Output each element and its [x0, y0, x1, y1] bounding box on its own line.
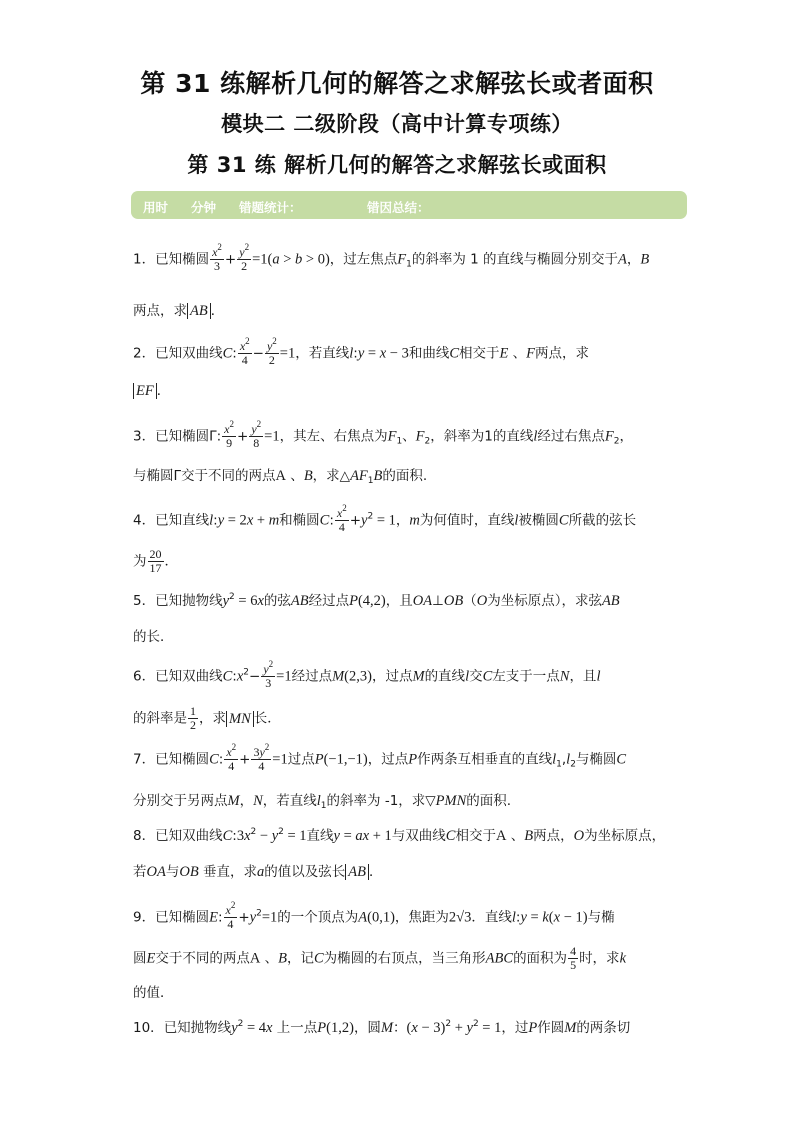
problem-4-line-2: 为 $\frac{20}{17}$ ． — [133, 547, 178, 575]
problem-9-line-3: 的值． — [133, 985, 174, 1001]
problem-number: 1． — [133, 251, 156, 268]
section-title: 第 31 练 解析几何的解答之求解弦长或面积 — [187, 153, 607, 177]
document-title: 第 31 练解析几何的解答之求解弦长或者面积 — [140, 69, 654, 98]
time-label: 用时 — [143, 201, 169, 215]
error-cause-label: 错因总结： — [367, 201, 430, 215]
problem-4-line-1: 4．已知直线l:y = 2x + m和椭圆C: $\frac{x^2}{4}$ $+y^2 = 1$，m为何值时，直线l被椭圆C所截的弦长 — [133, 503, 637, 534]
problem-6-line-2: 的斜率是 $\frac{1}{2}$ ，求 MN 长． — [133, 704, 281, 732]
problem-9-line-1: 9．已知椭圆E: $\frac{x^2}{4}$ $+y^2=1$的一个顶点为A(0,1)，焦距为2√3．直线l:y = k(x − 1)与椭 — [133, 900, 615, 931]
stats-header-bar — [131, 191, 687, 219]
problem-8-line-2: 若OA与OB 垂直，求a的值以及弦长 AB ． — [133, 864, 383, 880]
error-count-label: 错题统计： — [239, 201, 302, 215]
problem-7-line-2: 分别交于另两点M，N，若直线$l_1$的斜率为 -1，求▽PMN的面积. — [133, 793, 512, 811]
problem-3-line-2: 与椭圆Γ交于不同的两点A 、B，求$\triangle AF_1B$的面积. — [133, 468, 428, 486]
problem-3-line-1: 3．已知椭圆Γ: $\frac{x^2}{9}$ + $\frac{y^2}{8}$ =1，其左、右焦点为$F_1$、$F_2$，斜率为1的直线l经过右焦点$F_2$， — [133, 419, 633, 450]
problem-1-line-2: 两点，求 AB ． — [133, 303, 225, 319]
problem-5-line-2: 的长． — [133, 629, 174, 645]
problem-10-line-1: 10．已知抛物线$y^2 = 4x$ 上一点P(1,2)，圆M：$(x - 3)^2 + y^2 = 1$，过P作圆M的两条切 — [133, 1019, 631, 1036]
problem-2-line-1: 2．已知双曲线C: $\frac{x^2}{4}$ − $\frac{y^2}{2}$ =1，若直线l:y = x − 3和曲线C相交于E 、F两点，求 — [133, 336, 590, 367]
module-title: 模块二 二级阶段（高中计算专项练） — [221, 112, 573, 136]
problem-9-line-2: 圆E交于不同的两点A 、B，记C为椭圆的右顶点，当三角形ABC的面积为 $\frac{4}{5}$ 时，求k — [133, 944, 626, 972]
problem-8-line-1: 8．已知双曲线$C:3x^2 - y^2 = 1$直线y = ax + 1与双曲线C相交于A 、B两点，O为坐标原点， — [133, 827, 666, 844]
problem-6-line-1: 6．已知双曲线$C:x^2-$ $\frac{y^2}{3}$ =1经过点M(2,3)，过点M的直线l交C左支于一点N，且l — [133, 659, 601, 690]
problem-2-line-2: EF ． — [133, 381, 693, 401]
problem-5-line-1: 5．已知抛物线$y^2 = 6x$的弦AB经过点P(4,2)，且OA⊥OB（O为坐标原点），求弦AB — [133, 592, 620, 609]
problem-7-line-1: 7．已知椭圆C: $\frac{x^2}{4}$ + $\frac{3y^2}{4}$ =1过点P(−1,−1)，过点P作两条互相垂直的直线$l_1,l_2$与椭圆C — [133, 742, 627, 773]
minute-label: 分钟 — [191, 201, 217, 215]
problem-1-line-1: 1．已知椭圆 $\frac{x^2}{3}$ + $\frac{y^2}{2}$ =1(a > b > 0)，过左焦点$F_1$的斜率为 1 的直线与椭圆分别交于A，B — [133, 242, 650, 273]
